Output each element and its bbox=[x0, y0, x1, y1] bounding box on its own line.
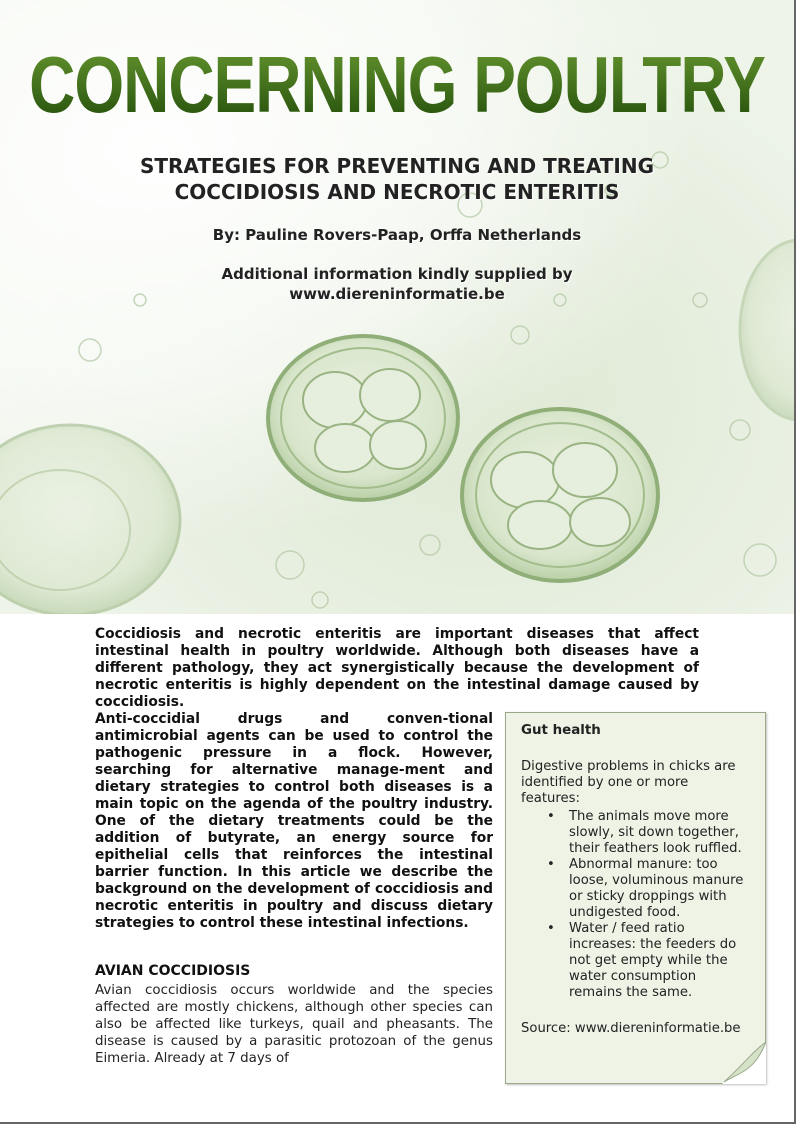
intro-text-narrow: Anti-coccidial drugs and conven-tional antimicrobial agents can be used to control the pathogenic pressure in a flock. However, searching for alternative manage-ment and dietary strategies to control both diseases is a main topic on the agenda of the poultry industry. One of the dietary treatments could be the addition of butyrate, an energy source for epithelial cells that reinforces the intestinal barrier function. In this article we describe the background on the development of coccidiosis and necrotic enteritis in poultry and discuss dietary strategies to control these intestinal infections. bbox=[95, 711, 493, 931]
credit-line-1: Additional information kindly supplied by bbox=[221, 265, 573, 283]
credit-line-2: www.diereninformatie.be bbox=[289, 285, 505, 303]
section-heading: AVIAN COCCIDIOSIS bbox=[95, 963, 251, 979]
page-title: CONCERNING POULTRY bbox=[0, 38, 794, 131]
bullet-icon: • bbox=[547, 809, 555, 824]
author-byline: By: Pauline Rovers-Paap, Orffa Netherlands bbox=[212, 226, 582, 244]
sidebox-intro: Digestive problems in chicks are identified by one or more features: bbox=[521, 759, 736, 806]
list-item bbox=[521, 857, 751, 921]
list-item bbox=[521, 921, 751, 1001]
section-body-text: Avian coccidiosis occurs worldwide and the species affected are mostly chickens, although other species can also be affected like turkeys, quail and pheasants. The disease is caused by a parasitic protozoan of the genus Eimeria. Already at 7 days of bbox=[95, 983, 493, 1066]
sidebox-title: Gut health bbox=[521, 723, 601, 738]
subtitle-line-2: COCCIDIOSIS AND NECROTIC ENTERITIS bbox=[174, 180, 620, 204]
sidebox-source: Source: www.diereninformatie.be bbox=[521, 1021, 741, 1036]
subtitle bbox=[60, 153, 734, 205]
credit-note bbox=[60, 264, 734, 304]
bullet-icon: • bbox=[547, 921, 555, 936]
sidebox-list bbox=[521, 809, 751, 1001]
page-curl-icon bbox=[722, 1042, 766, 1084]
list-item-text: Water / feed ratio increases: the feeders do not get empty while the water consumption remains the same. bbox=[569, 921, 737, 1000]
intro-text-wide: Coccidiosis and necrotic enteritis are important diseases that affect intestinal health in poultry worldwide. Although both diseases have a different pathology, they act synergistically because the development of necrotic enteritis is highly dependent on the intestinal damage caused by coccidiosis. bbox=[95, 626, 699, 710]
list-item-text: Abnormal manure: too loose, voluminous manure or sticky droppings with undigested food. bbox=[569, 857, 744, 920]
bullet-icon: • bbox=[547, 857, 555, 872]
subtitle-line-1: STRATEGIES FOR PREVENTING AND TREATING bbox=[139, 154, 655, 178]
gut-health-sidebox bbox=[505, 712, 766, 1084]
list-item-text: The animals move more slowly, sit down together, their feathers look ruffled. bbox=[569, 809, 742, 856]
list-item bbox=[521, 809, 751, 857]
